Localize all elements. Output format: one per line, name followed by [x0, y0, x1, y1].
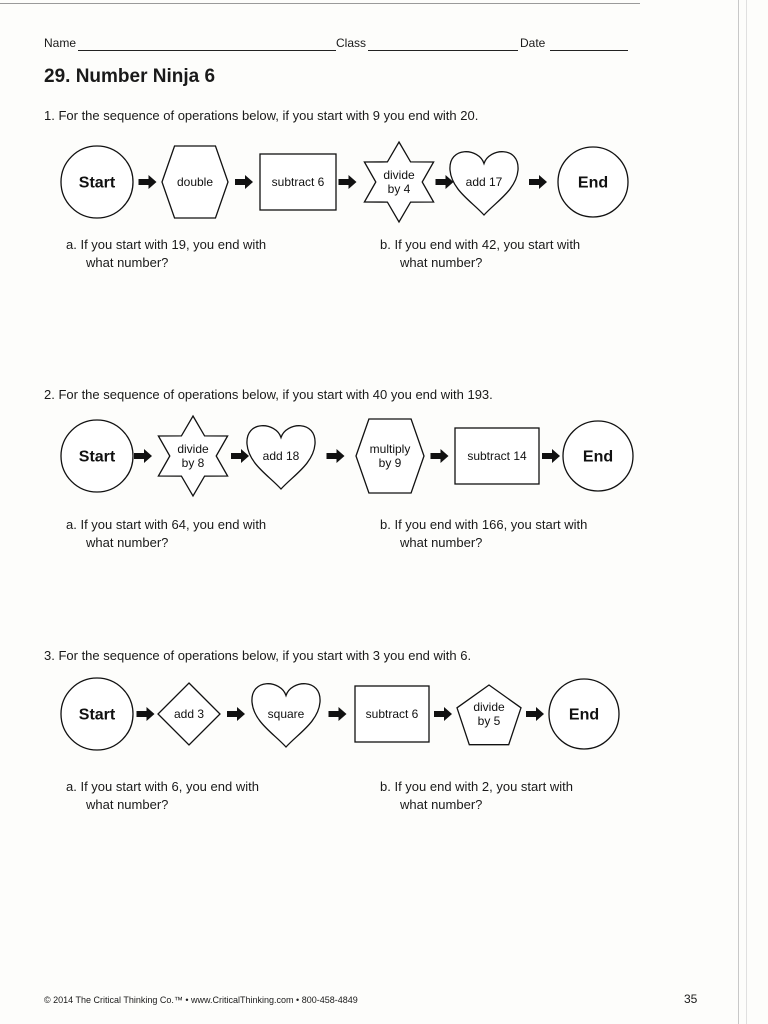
question-3a	[66, 778, 259, 814]
flow-3-node-3-label: square	[267, 707, 305, 722]
date-field[interactable]	[550, 50, 628, 51]
flow-2-node-5-rectangle	[455, 428, 539, 484]
flow-1-node-2-hexagon	[162, 146, 228, 218]
question-2a-line1: a. If you start with 64, you end with	[66, 517, 267, 532]
flow-1-node-4-label: by 4	[387, 182, 411, 197]
question-2a-line2: what number?	[86, 535, 169, 550]
flow-1-node-6-circle	[558, 147, 628, 217]
flow-1-node-5-heart	[450, 152, 518, 215]
page-number: 35	[684, 992, 698, 1006]
class-field[interactable]	[368, 50, 518, 51]
name-label: Name	[44, 36, 77, 50]
flow-diagram-1	[0, 140, 768, 224]
question-1a	[66, 236, 266, 272]
flow-1-node-1-circle	[61, 146, 133, 218]
flow-2-arrow-icon	[134, 449, 152, 463]
flow-1-arrow-icon	[235, 175, 253, 189]
flow-3-arrow-icon	[137, 707, 155, 721]
question-3a-line1: a. If you start with 6, you end with	[66, 779, 259, 794]
flow-2-arrow-icon	[327, 449, 345, 463]
question-3b-line1: b. If you end with 2, you start with	[380, 779, 573, 794]
flow-3-arrow-icon	[434, 707, 452, 721]
question-3b	[380, 778, 573, 814]
flow-diagram-3	[0, 672, 768, 756]
flow-3-arrow-icon	[329, 707, 347, 721]
flow-2-node-6-label: End	[582, 448, 614, 466]
name-field[interactable]	[78, 50, 336, 51]
flow-1-node-2-label: double	[176, 175, 214, 190]
page-title: 29. Number Ninja 6	[44, 66, 216, 87]
flow-3-node-6-label: End	[568, 706, 600, 724]
question-1b-line1: b. If you end with 42, you start with	[380, 237, 581, 252]
flow-2-node-5-label: subtract 14	[467, 449, 527, 464]
flow-3-node-4-label: subtract 6	[365, 707, 419, 722]
flow-2-node-2-label: divide	[177, 442, 209, 457]
question-1b	[380, 236, 580, 272]
question-1a-line1: a. If you start with 19, you end with	[66, 237, 267, 252]
flow-2-arrow-icon	[542, 449, 560, 463]
flow-2-node-3-label: add 18	[262, 449, 300, 464]
flow-3-node-2-diamond	[158, 683, 220, 745]
question-2b-line1: b. If you end with 166, you start with	[380, 517, 588, 532]
flow-3-node-6-circle	[549, 679, 619, 749]
flow-2-node-2-label: by 8	[181, 456, 205, 471]
flow-3-arrow-icon	[227, 707, 245, 721]
flow-2-node-4-label: multiply	[369, 442, 411, 457]
flow-1-node-4-star	[364, 142, 433, 222]
question-3-prompt: 3. For the sequence of operations below, if you start with 3 you end with 6.	[44, 648, 472, 663]
flow-1-node-6-label: End	[577, 174, 609, 192]
flow-2-node-2-star	[158, 416, 227, 496]
question-3b-line2: what number?	[400, 797, 483, 812]
flow-1-node-1-label: Start	[78, 174, 116, 192]
question-1b-line2: what number?	[400, 255, 483, 270]
flow-1-arrow-icon	[339, 175, 357, 189]
flow-diagram-2	[0, 414, 768, 498]
question-2b	[380, 516, 587, 552]
class-label: Class	[336, 36, 367, 50]
flow-1-arrow-icon	[529, 175, 547, 189]
question-2a	[66, 516, 266, 552]
copyright-footer: © 2014 The Critical Thinking Co.™ • www.CriticalThinking.com • 800-458-4849	[44, 995, 358, 1005]
scan-edge-line	[0, 3, 640, 4]
date-label: Date	[520, 36, 546, 50]
flow-1-node-5-label: add 17	[465, 175, 503, 190]
question-1a-line2: what number?	[86, 255, 169, 270]
header-row	[44, 36, 634, 56]
flow-2-node-4-label: by 9	[378, 456, 402, 471]
flow-3-node-1-label: Start	[78, 706, 116, 724]
flow-3-node-4-rectangle	[355, 686, 429, 742]
flow-3-node-1-circle	[61, 678, 133, 750]
flow-2-arrow-icon	[431, 449, 449, 463]
flow-1-arrow-icon	[139, 175, 157, 189]
flow-2-node-1-circle	[61, 420, 133, 492]
flow-3-node-2-label: add 3	[173, 707, 205, 722]
question-3a-line2: what number?	[86, 797, 169, 812]
flow-2-node-3-heart	[247, 426, 315, 489]
flow-1-node-3-label: subtract 6	[271, 175, 325, 190]
flow-3-node-5-pentagon	[457, 685, 521, 745]
question-1-prompt: 1. For the sequence of operations below, if you start with 9 you end with 20.	[44, 108, 479, 123]
flow-2-node-4-hexagon	[356, 419, 424, 493]
flow-2-node-6-circle	[563, 421, 633, 491]
flow-1-node-3-rectangle	[260, 154, 336, 210]
question-2b-line2: what number?	[400, 535, 483, 550]
flow-2-node-1-label: Start	[78, 448, 116, 466]
flow-3-node-3-heart	[252, 684, 320, 747]
question-2-prompt: 2. For the sequence of operations below, if you start with 40 you end with 193.	[44, 387, 493, 402]
flow-3-node-5-label: divide	[473, 700, 505, 715]
flow-3-arrow-icon	[526, 707, 544, 721]
flow-3-node-5-label: by 5	[477, 714, 501, 729]
flow-2-arrow-icon	[231, 449, 249, 463]
flow-1-node-4-label: divide	[383, 168, 415, 183]
